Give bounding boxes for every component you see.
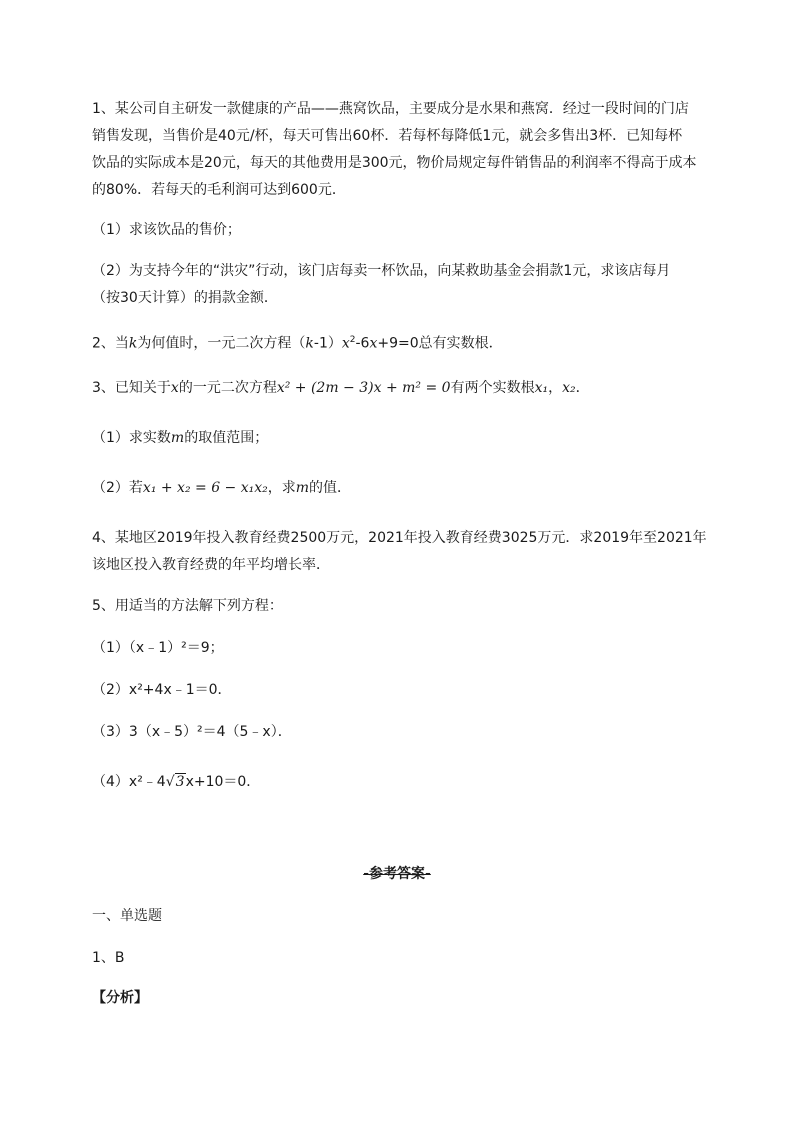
q3-sub-2: [92, 478, 351, 498]
q2-var-x: x: [341, 335, 350, 352]
q2-exponent: 2: [349, 335, 356, 345]
q2-mid-2: -1）: [313, 335, 342, 352]
answers-title-wrap: [0, 863, 794, 883]
q5-eq-4-radicand: 3: [175, 774, 185, 790]
q3-prefix: 3、已知关于: [92, 380, 171, 396]
q5-eq-4-suffix: x+10＝0．: [185, 774, 261, 790]
q2-text: [92, 330, 503, 354]
q3-sub-1-prefix: （1）求实数: [92, 430, 171, 446]
q3-sub-2-prefix: （2）若: [92, 480, 143, 496]
q2-rest-1: -6: [355, 335, 370, 352]
q5-eq-4-prefix: （4）x²﹣4: [92, 774, 166, 790]
q3-sub-1: [92, 428, 268, 448]
q3-var-x: x: [170, 380, 179, 396]
q5-eq-1: （1）（x﹣1）²＝9；: [92, 640, 224, 656]
answers-analysis-label: 【分析】: [92, 990, 148, 1006]
q3-text: [92, 378, 590, 398]
q3-sub-2-suffix: 的值．: [309, 480, 352, 496]
q4-line-2: 该地区投入教育经费的年平均增长率．: [92, 557, 330, 573]
q3-root-2: x₂: [562, 380, 576, 396]
q1-line-1: 1、某公司自主研发一款健康的产品——燕窝饮品，主要成分是水果和燕窝．经过一段时间的门店: [92, 101, 689, 117]
sqrt-symbol: √: [165, 774, 175, 790]
q1-line-2: 销售发现，当售价是40元/杯，每天可售出60杯．若每杯每降低1元，就会多售出3杯．已知每杯: [92, 128, 683, 144]
q1-sub-2-line-1: （2）为支持今年的“洪灾”行动，该门店每卖一杯饮品，向某救助基金会捐款1元，求该店每月: [92, 263, 671, 279]
q5-eq-3: （3）3（x﹣5）²＝4（5﹣x）．: [92, 724, 292, 740]
q3-var-m-2: m: [295, 480, 310, 496]
q5-intro: 5、用适当的方法解下列方程：: [92, 598, 283, 614]
q1-line-3: 饮品的实际成本是20元，每天的其他费用是300元，物价局规定每件销售品的利润率不得高于成本: [92, 155, 697, 171]
q2-prefix: 2、当: [92, 335, 129, 352]
q2-var-k: k: [128, 335, 138, 352]
q1-line-4: 的80%．若每天的毛利润可达到600元．: [92, 182, 346, 198]
q2-var-k-2: k: [305, 335, 314, 352]
answers-section-heading: 一、单选题: [92, 908, 162, 924]
q5-eq-4: [92, 772, 260, 792]
q3-var-m: m: [170, 430, 185, 446]
q3-sub-1-suffix: 的取值范围；: [184, 430, 269, 446]
q3-sub-2-mid: ，求: [267, 480, 296, 496]
q3-condition: x₁ + x₂ = 6 − x₁x₂: [142, 480, 268, 496]
q4-line-1: 4、某地区2019年投入教育经费2500万元，2021年投入教育经费3025万元．求2019年至2021年: [92, 530, 707, 546]
q1-sub-1: （1）求该饮品的售价；: [92, 222, 241, 238]
q1-sub-2-line-2: （按30天计算）的捐款金额．: [92, 290, 278, 306]
q3-root-1: x₁: [534, 380, 549, 396]
answers-item-1: 1、B: [92, 950, 125, 966]
q3-equation: x² + (2m − 3)x + m² = 0: [276, 380, 451, 396]
q5-eq-2: （2）x²+4x﹣1＝0．: [92, 682, 232, 698]
q2-rest-2: +9=0总有实数根．: [377, 335, 503, 352]
q3-mid: 的一元二次方程: [178, 380, 277, 396]
q2-var-x-2: x: [369, 335, 378, 352]
q3-end: ．: [575, 380, 590, 396]
q3-suffix: 有两个实数根: [450, 380, 535, 396]
q2-mid: 为何值时，一元二次方程（: [137, 335, 306, 352]
answers-title: -参考答案-: [363, 866, 431, 882]
q3-comma: ，: [548, 380, 563, 396]
